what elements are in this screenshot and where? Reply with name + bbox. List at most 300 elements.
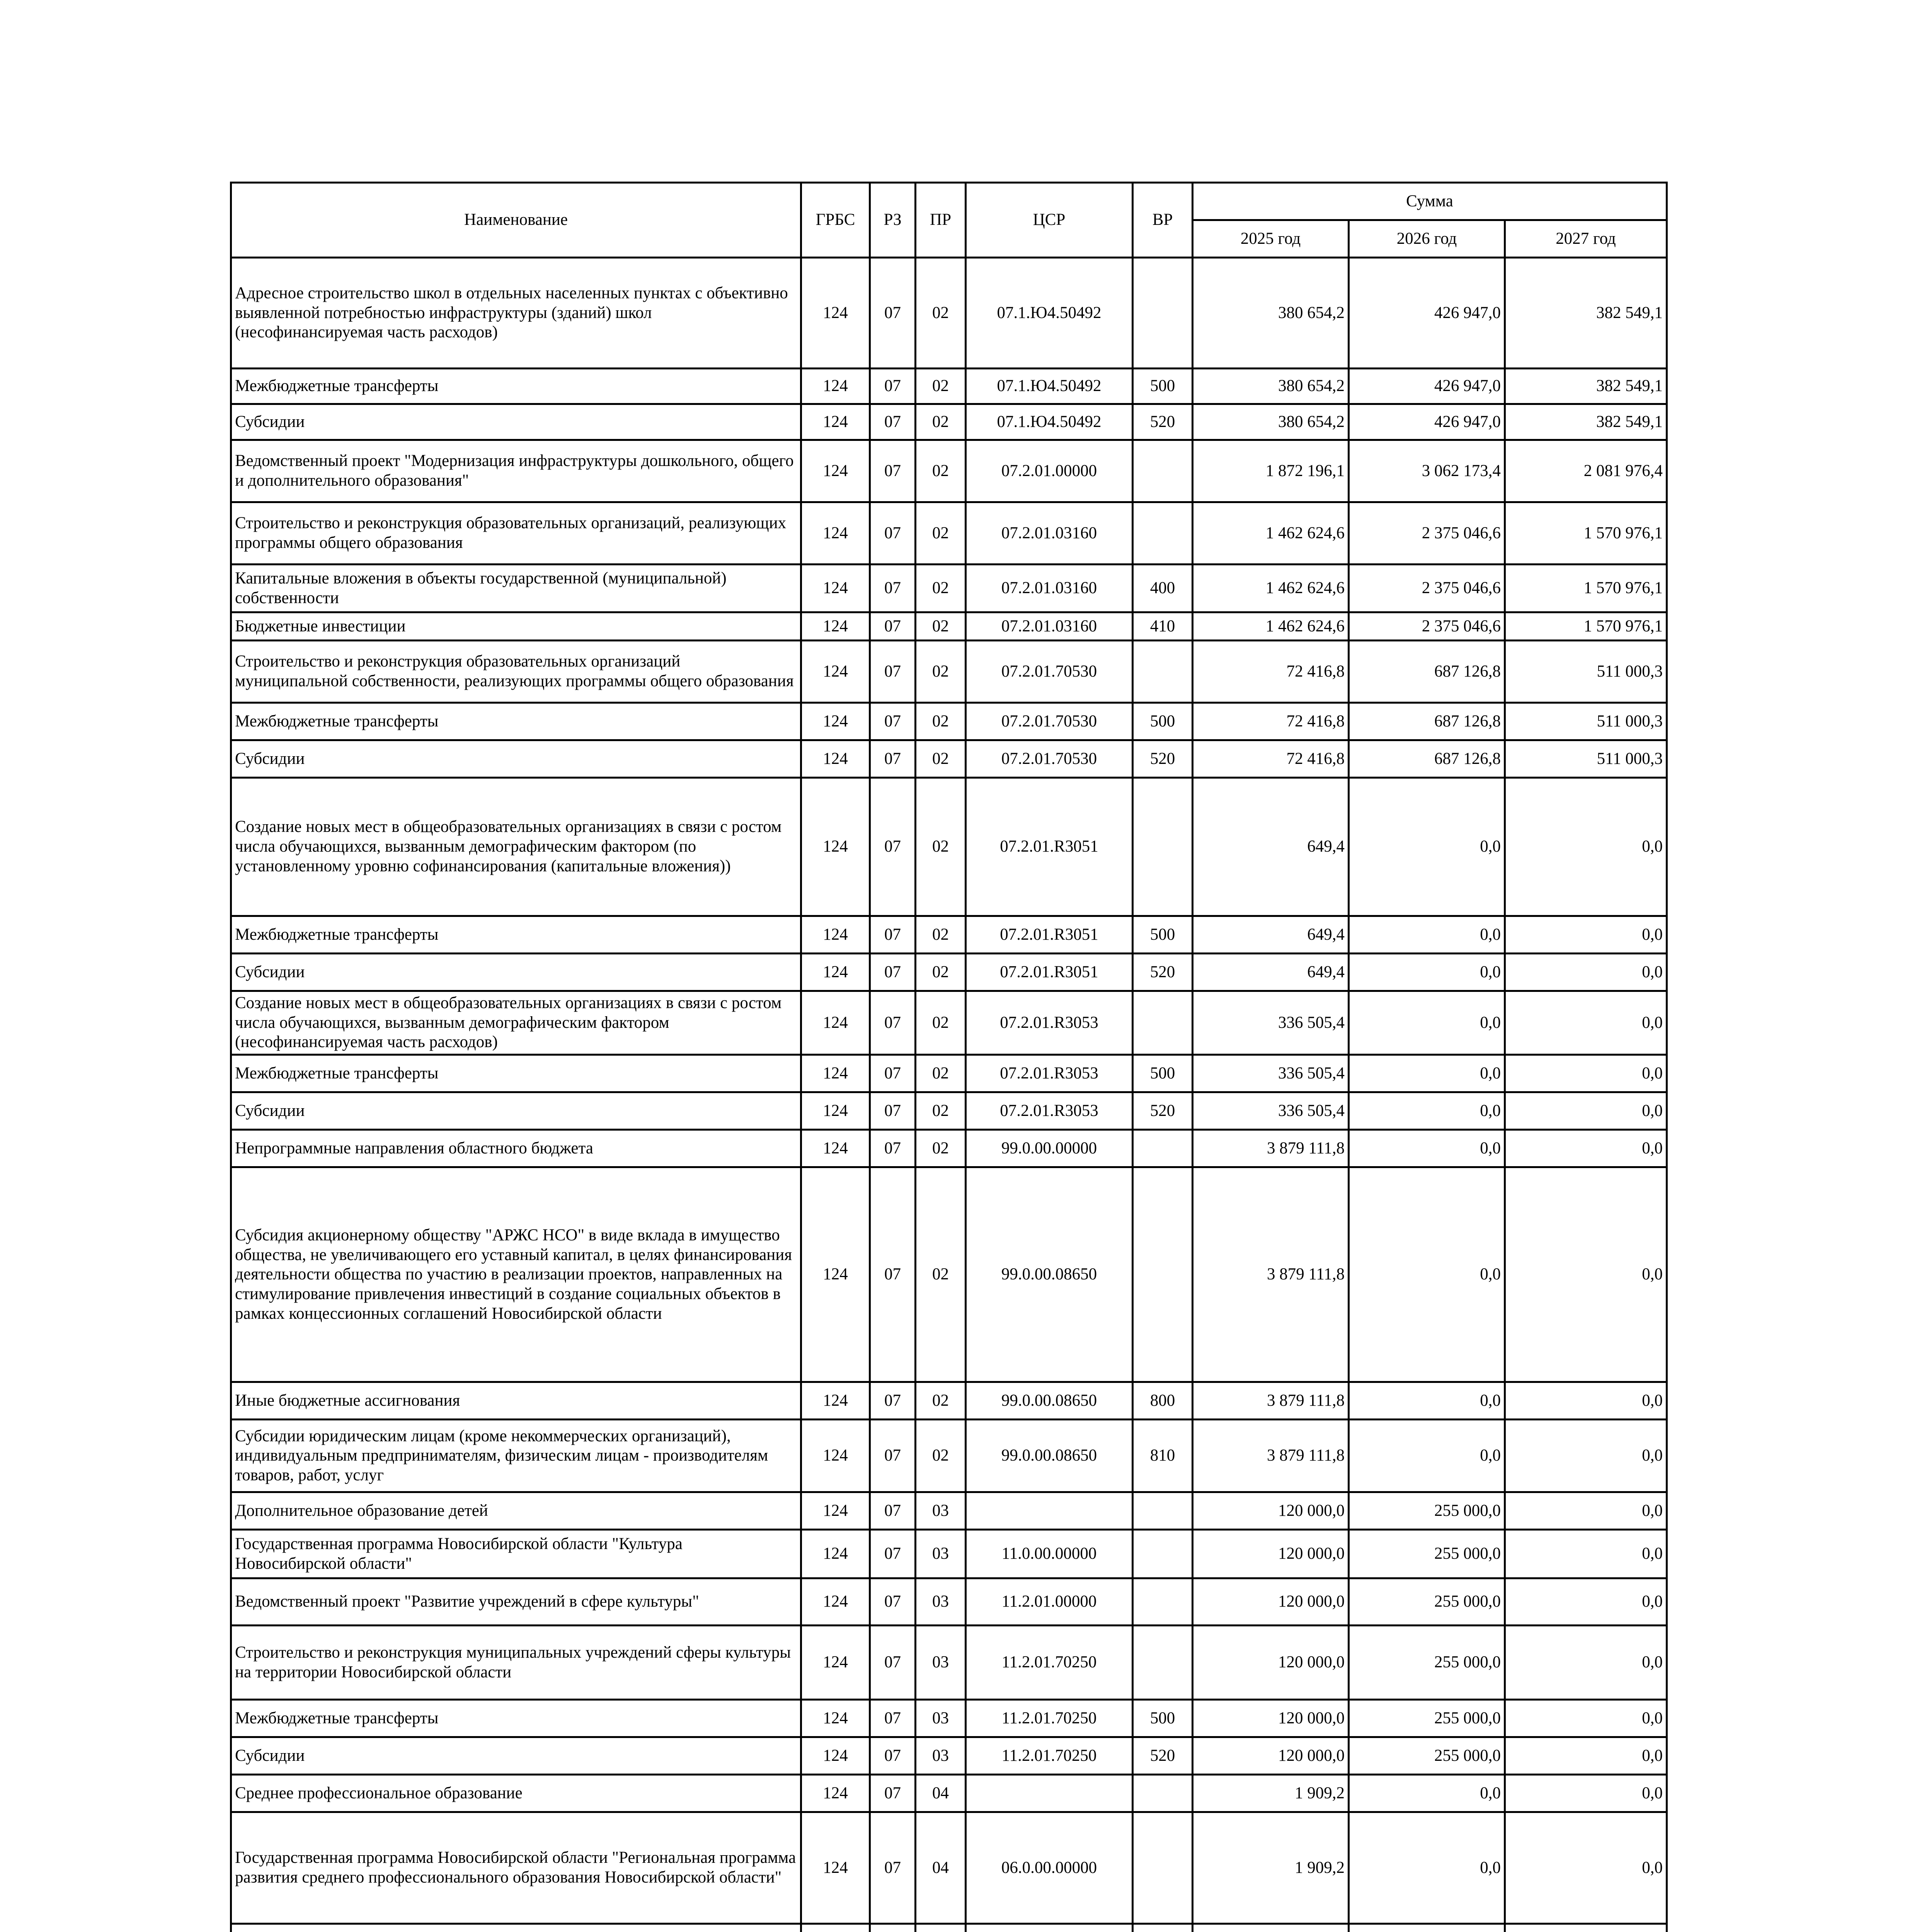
cell-rz: 07: [870, 1578, 916, 1626]
cell-year-2026: 0,0: [1349, 1092, 1505, 1130]
cell-pr: 02: [916, 440, 966, 502]
cell-rz: 07: [870, 565, 916, 612]
cell-year-2027: 0,0: [1505, 778, 1667, 916]
cell-year-2025: 72 416,8: [1193, 703, 1349, 740]
cell-year-2027: 1 570 976,1: [1505, 502, 1667, 565]
cell-year-2026: 0,0: [1349, 778, 1505, 916]
cell-rz: 07: [870, 954, 916, 991]
table-row: [231, 440, 1667, 502]
cell-year-2026: 255 000,0: [1349, 1578, 1505, 1626]
table-row: [231, 1530, 1667, 1578]
cell-csr: 07.2.01.R3053: [966, 991, 1133, 1055]
cell-name: Межбюджетные трансферты: [231, 916, 801, 954]
cell-rz: 07: [870, 1737, 916, 1775]
cell-year-2025: 120 000,0: [1193, 1492, 1349, 1530]
cell-grbs: 124: [801, 404, 870, 440]
cell-name: Строительство и реконструкция образовательных организаций муниципальной собственности, реализующих программы общего образования: [231, 641, 801, 703]
cell-csr: 07.2.01.70530: [966, 703, 1133, 740]
cell-pr: 02: [916, 565, 966, 612]
cell-year-2025: 120 000,0: [1193, 1578, 1349, 1626]
cell-year-2025: 649,4: [1193, 778, 1349, 916]
cell-rz: 07: [870, 1626, 916, 1700]
cell-year-2027: 0,0: [1505, 991, 1667, 1055]
cell-year-2025: 380 654,2: [1193, 404, 1349, 440]
cell-vr: [1133, 1578, 1193, 1626]
cell-csr: [966, 1775, 1133, 1812]
cell-vr: 520: [1133, 404, 1193, 440]
cell-year-2026: 0,0: [1349, 1055, 1505, 1092]
cell-name: Бюджетные инвестиции: [231, 612, 801, 641]
cell-name: Строительство и реконструкция образовательных организаций, реализующих программы общего образования: [231, 502, 801, 565]
cell-name: Субсидии: [231, 1737, 801, 1775]
cell-name: Ведомственный проект "Модернизация инфраструктуры дошкольного, общего и дополнительного образования": [231, 440, 801, 502]
table-row: [231, 404, 1667, 440]
cell-year-2027: 0,0: [1505, 1700, 1667, 1737]
cell-rz: 07: [870, 1382, 916, 1420]
cell-year-2026: 426 947,0: [1349, 258, 1505, 369]
cell-name: Государственная программа Новосибирской области "Региональная программа развития среднего профессионального образования Новосибирской области": [231, 1812, 801, 1924]
col-header-grbs: ГРБС: [801, 183, 870, 258]
cell-csr: 11.2.01.70250: [966, 1626, 1133, 1700]
table-row: [231, 1092, 1667, 1130]
cell-grbs: 124: [801, 258, 870, 369]
cell-csr: 07.2.01.03160: [966, 502, 1133, 565]
cell-year-2025: 72 416,8: [1193, 641, 1349, 703]
cell-name: [231, 1924, 801, 1932]
cell-vr: 500: [1133, 369, 1193, 404]
cell-year-2026: 0,0: [1349, 1420, 1505, 1492]
cell-year-2025: 3 879 111,8: [1193, 1130, 1349, 1167]
cell-vr: [1133, 1812, 1193, 1924]
cell-rz: 07: [870, 916, 916, 954]
cell-year-2025: 72 416,8: [1193, 740, 1349, 778]
cell-rz: 07: [870, 1130, 916, 1167]
cell-pr: 02: [916, 954, 966, 991]
cell-vr: [1133, 258, 1193, 369]
cell-year-2027: 0,0: [1505, 1130, 1667, 1167]
cell-name: Ведомственный проект "Развитие учреждений в сфере культуры": [231, 1578, 801, 1626]
table-row: [231, 991, 1667, 1055]
cell-name: Межбюджетные трансферты: [231, 1055, 801, 1092]
cell-csr: 07.1.Ю4.50492: [966, 404, 1133, 440]
cell-vr: 800: [1133, 1382, 1193, 1420]
table-row: [231, 641, 1667, 703]
cell-year-2027: 0,0: [1505, 1167, 1667, 1382]
cell-vr: 500: [1133, 703, 1193, 740]
cell-name: Капитальные вложения в объекты государственной (муниципальной) собственности: [231, 565, 801, 612]
cell-grbs: 124: [801, 369, 870, 404]
cell-year-2026: 255 000,0: [1349, 1530, 1505, 1578]
cell-rz: 07: [870, 1775, 916, 1812]
cell-year-2027: 1 570 976,1: [1505, 612, 1667, 641]
cell-year-2026: 0,0: [1349, 1812, 1505, 1924]
cell-year-2025: 336 505,4: [1193, 1055, 1349, 1092]
cell-pr: 02: [916, 258, 966, 369]
table-row: [231, 1924, 1667, 1932]
cell-year-2027: 382 549,1: [1505, 369, 1667, 404]
cell-pr: 03: [916, 1626, 966, 1700]
col-header-2025: 2025 год: [1193, 220, 1349, 258]
cell-csr: 11.0.00.00000: [966, 1530, 1133, 1578]
cell-csr: 07.2.01.00000: [966, 440, 1133, 502]
cell-vr: 520: [1133, 954, 1193, 991]
table-body: [231, 258, 1667, 1932]
table-row: [231, 740, 1667, 778]
table-row: [231, 369, 1667, 404]
cell-csr: 07.2.01.R3051: [966, 778, 1133, 916]
cell-pr: 03: [916, 1492, 966, 1530]
col-header-name: Наименование: [231, 183, 801, 258]
cell-vr: [1133, 502, 1193, 565]
cell-rz: 07: [870, 369, 916, 404]
cell-rz: 07: [870, 1167, 916, 1382]
cell-name: Субсидии: [231, 1092, 801, 1130]
cell-pr: 02: [916, 612, 966, 641]
cell-year-2027: 0,0: [1505, 1382, 1667, 1420]
cell-year-2027: 2 081 976,4: [1505, 440, 1667, 502]
cell-year-2026: 426 947,0: [1349, 404, 1505, 440]
cell-vr: [1133, 1130, 1193, 1167]
cell-pr: 02: [916, 778, 966, 916]
cell-year-2025: [1193, 1924, 1349, 1932]
table-row: [231, 1775, 1667, 1812]
cell-rz: 07: [870, 703, 916, 740]
cell-csr: 11.2.01.70250: [966, 1700, 1133, 1737]
cell-name: Субсидии: [231, 404, 801, 440]
cell-name: Субсидии: [231, 954, 801, 991]
cell-vr: [1133, 1530, 1193, 1578]
cell-rz: 07: [870, 404, 916, 440]
table-row: [231, 565, 1667, 612]
cell-name: Создание новых мест в общеобразовательных организациях в связи с ростом числа обучающихся, вызванным демографическим фактором (по установленному уровню софинансирования (капитальные вложения)): [231, 778, 801, 916]
cell-vr: 500: [1133, 916, 1193, 954]
cell-year-2025: 1 909,2: [1193, 1812, 1349, 1924]
col-header-vr: ВР: [1133, 183, 1193, 258]
cell-year-2027: 0,0: [1505, 1812, 1667, 1924]
cell-year-2025: 1 462 624,6: [1193, 565, 1349, 612]
cell-rz: 07: [870, 991, 916, 1055]
cell-grbs: 124: [801, 1578, 870, 1626]
col-header-pr: ПР: [916, 183, 966, 258]
cell-grbs: 124: [801, 991, 870, 1055]
cell-year-2025: 3 879 111,8: [1193, 1420, 1349, 1492]
cell-rz: 07: [870, 641, 916, 703]
cell-pr: 02: [916, 1167, 966, 1382]
cell-grbs: 124: [801, 740, 870, 778]
cell-grbs: 124: [801, 1530, 870, 1578]
cell-year-2026: 0,0: [1349, 916, 1505, 954]
cell-name: Межбюджетные трансферты: [231, 369, 801, 404]
cell-grbs: 124: [801, 565, 870, 612]
cell-csr: 11.2.01.70250: [966, 1737, 1133, 1775]
cell-year-2027: 511 000,3: [1505, 740, 1667, 778]
table-row: [231, 916, 1667, 954]
table-row: [231, 954, 1667, 991]
cell-grbs: 124: [801, 1812, 870, 1924]
cell-name: Субсидия акционерному обществу "АРЖС НСО" в виде вклада в имущество общества, не увеличивающего его уставный капитал, в целях финансирования деятельности общества по участию в реализации проектов, направленных на стимулирование привлечения инвестиций в создание социальных объектов в рамках концессионных соглашений Новосибирской области: [231, 1167, 801, 1382]
cell-csr: 07.2.01.03160: [966, 565, 1133, 612]
cell-year-2027: 382 549,1: [1505, 258, 1667, 369]
cell-year-2026: 687 126,8: [1349, 641, 1505, 703]
cell-year-2027: 0,0: [1505, 916, 1667, 954]
cell-name: Субсидии: [231, 740, 801, 778]
cell-vr: [1133, 1626, 1193, 1700]
cell-csr: 07.2.01.03160: [966, 612, 1133, 641]
cell-vr: 410: [1133, 612, 1193, 641]
cell-year-2026: 255 000,0: [1349, 1492, 1505, 1530]
cell-name: Строительство и реконструкция муниципальных учреждений сферы культуры на территории Новосибирской области: [231, 1626, 801, 1700]
cell-year-2026: 255 000,0: [1349, 1700, 1505, 1737]
cell-grbs: 124: [801, 440, 870, 502]
cell-year-2026: 0,0: [1349, 1382, 1505, 1420]
table-row: [231, 612, 1667, 641]
cell-vr: [1133, 1492, 1193, 1530]
cell-vr: 520: [1133, 1737, 1193, 1775]
cell-pr: 02: [916, 404, 966, 440]
col-header-sum: Сумма: [1193, 183, 1667, 220]
cell-grbs: 124: [801, 1775, 870, 1812]
cell-rz: 07: [870, 1055, 916, 1092]
cell-pr: 02: [916, 502, 966, 565]
cell-name: Межбюджетные трансферты: [231, 1700, 801, 1737]
cell-name: Создание новых мест в общеобразовательных организациях в связи с ростом числа обучающихся, вызванным демографическим фактором (несофинансируемая часть расходов): [231, 991, 801, 1055]
cell-rz: 07: [870, 1420, 916, 1492]
cell-rz: 07: [870, 740, 916, 778]
cell-vr: 500: [1133, 1055, 1193, 1092]
cell-pr: 02: [916, 991, 966, 1055]
cell-csr: 99.0.00.08650: [966, 1167, 1133, 1382]
cell-csr: 99.0.00.00000: [966, 1130, 1133, 1167]
cell-year-2025: 1 462 624,6: [1193, 502, 1349, 565]
cell-pr: 02: [916, 641, 966, 703]
cell-year-2027: [1505, 1924, 1667, 1932]
cell-vr: 520: [1133, 1092, 1193, 1130]
cell-year-2026: 687 126,8: [1349, 740, 1505, 778]
cell-grbs: [801, 1924, 870, 1932]
col-header-2027: 2027 год: [1505, 220, 1667, 258]
cell-year-2025: 649,4: [1193, 954, 1349, 991]
cell-pr: 03: [916, 1737, 966, 1775]
cell-year-2027: 0,0: [1505, 1055, 1667, 1092]
table-row: [231, 1578, 1667, 1626]
cell-year-2025: 649,4: [1193, 916, 1349, 954]
cell-year-2025: 3 879 111,8: [1193, 1167, 1349, 1382]
cell-csr: 11.2.01.00000: [966, 1578, 1133, 1626]
cell-year-2026: 426 947,0: [1349, 369, 1505, 404]
cell-rz: 07: [870, 1530, 916, 1578]
cell-year-2027: 0,0: [1505, 1775, 1667, 1812]
table-row: [231, 1812, 1667, 1924]
cell-year-2025: 120 000,0: [1193, 1530, 1349, 1578]
cell-csr: [966, 1492, 1133, 1530]
cell-year-2027: 1 570 976,1: [1505, 565, 1667, 612]
cell-rz: 07: [870, 1492, 916, 1530]
cell-pr: 02: [916, 703, 966, 740]
cell-year-2025: 120 000,0: [1193, 1626, 1349, 1700]
cell-year-2025: 1 909,2: [1193, 1775, 1349, 1812]
cell-year-2027: 511 000,3: [1505, 641, 1667, 703]
table-row: [231, 1700, 1667, 1737]
cell-pr: 02: [916, 1420, 966, 1492]
cell-grbs: 124: [801, 1055, 870, 1092]
table-row: [231, 1737, 1667, 1775]
cell-csr: 07.2.01.R3051: [966, 954, 1133, 991]
cell-name: Среднее профессиональное образование: [231, 1775, 801, 1812]
cell-year-2026: 2 375 046,6: [1349, 612, 1505, 641]
cell-csr: 07.2.01.R3051: [966, 916, 1133, 954]
table-row: [231, 1420, 1667, 1492]
cell-year-2026: 687 126,8: [1349, 703, 1505, 740]
cell-rz: 07: [870, 502, 916, 565]
cell-year-2025: 1 872 196,1: [1193, 440, 1349, 502]
col-header-csr: ЦСР: [966, 183, 1133, 258]
cell-year-2027: 0,0: [1505, 954, 1667, 991]
cell-csr: 07.2.01.70530: [966, 740, 1133, 778]
cell-year-2026: 0,0: [1349, 1167, 1505, 1382]
cell-rz: 07: [870, 778, 916, 916]
cell-grbs: 124: [801, 1130, 870, 1167]
cell-year-2027: 511 000,3: [1505, 703, 1667, 740]
cell-grbs: 124: [801, 641, 870, 703]
cell-name: Субсидии юридическим лицам (кроме некоммерческих организаций), индивидуальным предпринимателям, физическим лицам - производителям товаров, работ, услуг: [231, 1420, 801, 1492]
cell-vr: 500: [1133, 1700, 1193, 1737]
table-row: [231, 1492, 1667, 1530]
cell-year-2027: 0,0: [1505, 1737, 1667, 1775]
cell-grbs: 124: [801, 1092, 870, 1130]
cell-grbs: 124: [801, 703, 870, 740]
table-row: [231, 258, 1667, 369]
table-row: [231, 1055, 1667, 1092]
budget-table: [230, 182, 1668, 1932]
cell-year-2026: 0,0: [1349, 954, 1505, 991]
cell-vr: [1133, 1775, 1193, 1812]
cell-csr: 06.0.00.00000: [966, 1812, 1133, 1924]
cell-year-2027: 0,0: [1505, 1530, 1667, 1578]
cell-year-2026: 255 000,0: [1349, 1737, 1505, 1775]
cell-year-2025: 380 654,2: [1193, 258, 1349, 369]
budget-sheet: [230, 182, 1666, 1932]
cell-pr: 04: [916, 1812, 966, 1924]
cell-pr: 02: [916, 1092, 966, 1130]
table-row: [231, 1626, 1667, 1700]
cell-year-2027: 382 549,1: [1505, 404, 1667, 440]
cell-vr: [1133, 778, 1193, 916]
cell-year-2026: 3 062 173,4: [1349, 440, 1505, 502]
table-row: [231, 502, 1667, 565]
cell-pr: 04: [916, 1775, 966, 1812]
col-header-2026: 2026 год: [1349, 220, 1505, 258]
cell-vr: [1133, 1924, 1193, 1932]
cell-year-2025: 3 879 111,8: [1193, 1382, 1349, 1420]
cell-year-2026: 2 375 046,6: [1349, 502, 1505, 565]
cell-grbs: 124: [801, 1167, 870, 1382]
cell-pr: 02: [916, 369, 966, 404]
cell-name: Непрограммные направления областного бюджета: [231, 1130, 801, 1167]
table-row: [231, 778, 1667, 916]
col-header-rz: РЗ: [870, 183, 916, 258]
cell-name: Межбюджетные трансферты: [231, 703, 801, 740]
cell-rz: [870, 1924, 916, 1932]
cell-year-2026: 0,0: [1349, 991, 1505, 1055]
cell-pr: 02: [916, 916, 966, 954]
cell-pr: 03: [916, 1700, 966, 1737]
cell-csr: 99.0.00.08650: [966, 1382, 1133, 1420]
cell-year-2026: 255 000,0: [1349, 1626, 1505, 1700]
cell-grbs: 124: [801, 1626, 870, 1700]
cell-pr: 02: [916, 1130, 966, 1167]
cell-grbs: 124: [801, 916, 870, 954]
cell-csr: 07.2.01.70530: [966, 641, 1133, 703]
table-row: [231, 1130, 1667, 1167]
cell-vr: [1133, 440, 1193, 502]
cell-pr: [916, 1924, 966, 1932]
table-row: [231, 1167, 1667, 1382]
cell-vr: 810: [1133, 1420, 1193, 1492]
cell-vr: 520: [1133, 740, 1193, 778]
cell-grbs: 124: [801, 1492, 870, 1530]
cell-year-2027: 0,0: [1505, 1092, 1667, 1130]
cell-grbs: 124: [801, 954, 870, 991]
cell-grbs: 124: [801, 1382, 870, 1420]
cell-year-2025: 120 000,0: [1193, 1700, 1349, 1737]
table-row: [231, 1382, 1667, 1420]
cell-rz: 07: [870, 440, 916, 502]
cell-year-2025: 1 462 624,6: [1193, 612, 1349, 641]
cell-grbs: 124: [801, 502, 870, 565]
cell-pr: 03: [916, 1578, 966, 1626]
cell-rz: 07: [870, 1700, 916, 1737]
cell-year-2027: 0,0: [1505, 1626, 1667, 1700]
cell-pr: 03: [916, 1530, 966, 1578]
cell-grbs: 124: [801, 1420, 870, 1492]
cell-year-2026: 0,0: [1349, 1130, 1505, 1167]
cell-pr: 02: [916, 1055, 966, 1092]
cell-csr: 07.2.01.R3053: [966, 1055, 1133, 1092]
cell-vr: 400: [1133, 565, 1193, 612]
cell-name: Иные бюджетные ассигнования: [231, 1382, 801, 1420]
cell-year-2026: 0,0: [1349, 1775, 1505, 1812]
cell-rz: 07: [870, 1812, 916, 1924]
cell-pr: 02: [916, 740, 966, 778]
table-row: [231, 703, 1667, 740]
cell-year-2027: 0,0: [1505, 1420, 1667, 1492]
cell-rz: 07: [870, 1092, 916, 1130]
cell-grbs: 124: [801, 778, 870, 916]
cell-year-2027: 0,0: [1505, 1578, 1667, 1626]
cell-name: Дополнительное образование детей: [231, 1492, 801, 1530]
cell-year-2026: 2 375 046,6: [1349, 565, 1505, 612]
cell-csr: 07.2.01.R3053: [966, 1092, 1133, 1130]
cell-rz: 07: [870, 612, 916, 641]
cell-year-2025: 120 000,0: [1193, 1737, 1349, 1775]
cell-vr: [1133, 991, 1193, 1055]
cell-vr: [1133, 641, 1193, 703]
cell-grbs: 124: [801, 1700, 870, 1737]
cell-pr: 02: [916, 1382, 966, 1420]
cell-grbs: 124: [801, 1737, 870, 1775]
cell-csr: 99.0.00.08650: [966, 1420, 1133, 1492]
cell-vr: [1133, 1167, 1193, 1382]
cell-year-2025: 336 505,4: [1193, 991, 1349, 1055]
cell-rz: 07: [870, 258, 916, 369]
cell-csr: 07.1.Ю4.50492: [966, 369, 1133, 404]
cell-name: Государственная программа Новосибирской области "Культура Новосибирской области": [231, 1530, 801, 1578]
cell-year-2025: 380 654,2: [1193, 369, 1349, 404]
cell-csr: 07.1.Ю4.50492: [966, 258, 1133, 369]
cell-year-2026: [1349, 1924, 1505, 1932]
cell-year-2025: 336 505,4: [1193, 1092, 1349, 1130]
cell-grbs: 124: [801, 612, 870, 641]
